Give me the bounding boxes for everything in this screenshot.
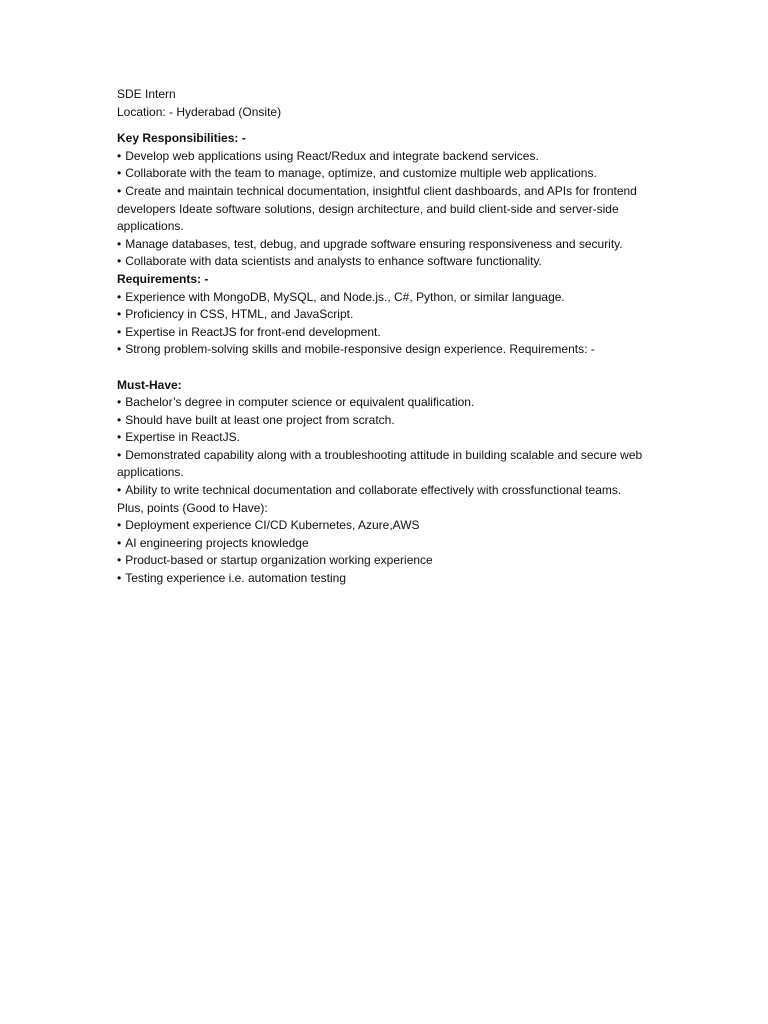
bullet-icon: • [117, 518, 122, 533]
plus-points-list [117, 517, 657, 587]
list-item-text: Ability to write technical documentation and collaborate effectively with crossfunctional teams. [125, 483, 622, 498]
list-item [117, 394, 657, 412]
bullet-icon: • [117, 430, 122, 445]
list-item-text: Expertise in ReactJS. [125, 430, 240, 445]
bullet-icon: • [117, 254, 122, 269]
plus-points-heading: Plus, points (Good to Have): [117, 500, 268, 515]
list-item [117, 289, 657, 307]
list-item-text: Deployment experience CI/CD Kubernetes, Azure,AWS [125, 518, 420, 533]
list-item-text: Experience with MongoDB, MySQL, and Node.js., C#, Python, or similar language. [125, 289, 565, 304]
list-item-text: Collaborate with the team to manage, optimize, and customize multiple web applications. [125, 166, 597, 181]
list-item-text: Should have built at least one project from scratch. [125, 412, 395, 427]
requirements-list [117, 289, 657, 359]
must-have-list [117, 394, 657, 500]
list-item-text: Testing experience i.e. automation testing [125, 571, 347, 586]
spacer [117, 121, 657, 130]
requirements-heading: Requirements: - [117, 271, 209, 286]
list-item [117, 535, 657, 553]
list-item [117, 183, 657, 236]
list-item-text: Strong problem-solving skills and mobile-responsive design experience. Requirements: - [125, 342, 595, 357]
list-item [117, 429, 657, 447]
list-item-text: Manage databases, test, debug, and upgrade software ensuring responsiveness and security. [125, 236, 623, 251]
key-responsibilities-heading: Key Responsibilities: - [117, 131, 246, 146]
bullet-icon: • [117, 571, 122, 586]
job-location: Location: - Hyderabad (Onsite) [117, 104, 282, 119]
bullet-icon: • [117, 183, 122, 198]
bullet-icon: • [117, 342, 122, 357]
bullet-icon: • [117, 483, 122, 498]
list-item [117, 341, 657, 359]
list-item-text: Product-based or startup organization working experience [125, 553, 433, 568]
must-have-heading: Must-Have: [117, 377, 182, 392]
bullet-icon: • [117, 535, 122, 550]
list-item-text: Collaborate with data scientists and analysts to enhance software functionality. [125, 254, 542, 269]
list-item [117, 552, 657, 570]
list-item-text: Proficiency in CSS, HTML, and JavaScript. [125, 307, 354, 322]
list-item [117, 482, 657, 500]
bullet-icon: • [117, 148, 122, 163]
list-item [117, 253, 657, 271]
bullet-icon: • [117, 395, 122, 410]
job-title: SDE Intern [117, 87, 176, 101]
list-item-text: Create and maintain technical documentation, insightful client dashboards, and APIs for frontend developers Ideate software solutions, design architecture, and build client-side and server-side applications. [117, 183, 637, 234]
bullet-icon: • [117, 307, 122, 322]
bullet-icon: • [117, 412, 122, 427]
list-item [117, 306, 657, 324]
list-item [117, 324, 657, 342]
list-item [117, 236, 657, 254]
list-item [117, 412, 657, 430]
list-item-text: Demonstrated capability along with a troubleshooting attitude in building scalable and secure web applications. [117, 447, 643, 480]
list-item-text: Bachelor’s degree in computer science or equivalent qualification. [125, 395, 475, 410]
list-item-text: Develop web applications using React/Redux and integrate backend services. [125, 148, 539, 163]
list-item [117, 165, 657, 183]
list-item [117, 148, 657, 166]
key-responsibilities-list [117, 148, 657, 271]
list-item-text: Expertise in ReactJS for front-end development. [125, 324, 381, 339]
bullet-icon: • [117, 553, 122, 568]
job-description-document [117, 86, 657, 588]
list-item [117, 570, 657, 588]
list-item [117, 447, 657, 482]
bullet-icon: • [117, 447, 122, 462]
spacer [117, 359, 657, 377]
bullet-icon: • [117, 324, 122, 339]
bullet-icon: • [117, 236, 122, 251]
list-item [117, 517, 657, 535]
list-item-text: AI engineering projects knowledge [125, 535, 309, 550]
bullet-icon: • [117, 166, 122, 181]
bullet-icon: • [117, 289, 122, 304]
